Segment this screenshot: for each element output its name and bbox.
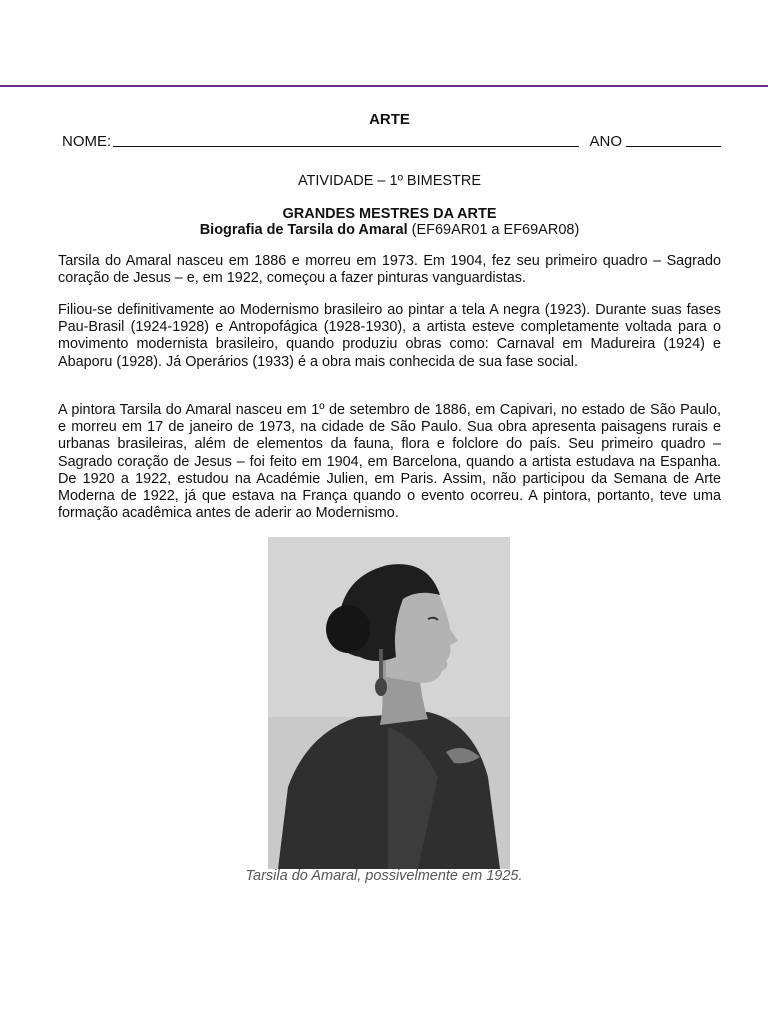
section-subheading xyxy=(58,222,721,238)
student-info-row xyxy=(62,133,721,150)
paragraph-3: A pintora Tarsila do Amaral nasceu em 1º de setembro de 1886, em Capivari, no estado de São Paulo, e morreu em 17 de janeiro de 1973, na cidade de São Paulo. Sua obra apresenta paisagens rurais e urbanas brasileiras, além de elementos da fauna, flora e folclore do país. Seu primeiro quadro – Sagrado coração de Jesus – foi feito em 1904, em Barcelona, quando a artista estudava na Espanha. De 1920 a 1922, estudou na Académie Julien, em Paris. Assim, não participou da Semana de Arte Moderna de 1922, já que estava na França quando o evento ocorreu. A pintora, portanto, teve uma formação acadêmica antes de aderir ao Modernismo. xyxy=(58,402,721,522)
name-label: NOME: xyxy=(62,133,112,150)
portrait-illustration xyxy=(268,537,510,869)
year-label: ANO xyxy=(589,133,622,150)
portrait-photo xyxy=(268,537,510,869)
activity-title: ATIVIDADE – 1º BIMESTRE xyxy=(297,173,482,189)
photo-caption: Tarsila do Amaral, possivelmente em 1925. xyxy=(245,868,523,884)
paragraph-2: Filiou-se definitivamente ao Modernismo brasileiro ao pintar a tela A negra (1923). Durante suas fases Pau-Brasil (1924-1928) e Antropofágica (1928-1930), a artista esteve completamente voltada para o movimento modernista brasileiro, quando produziu obras como: Carnaval em Madureira (1924) e Abaporu (1928). Já Operários (1933) é a obra mais conhecida de sua fase social. xyxy=(58,302,721,370)
subheading-code: (EF69AR01 a EF69AR08) xyxy=(411,222,580,238)
name-field[interactable] xyxy=(113,134,579,147)
subject-title: ARTE xyxy=(369,111,410,128)
section-heading: GRANDES MESTRES DA ARTE xyxy=(282,206,497,222)
year-field[interactable] xyxy=(626,134,721,147)
paragraph-1: Tarsila do Amaral nasceu em 1886 e morreu em 1973. Em 1904, fez seu primeiro quadro – Sagrado coração de Jesus – e, em 1922, começou a fazer pinturas vanguardistas. xyxy=(58,253,721,287)
top-divider xyxy=(0,85,768,87)
subheading-title: Biografia de Tarsila do Amaral xyxy=(199,222,408,238)
